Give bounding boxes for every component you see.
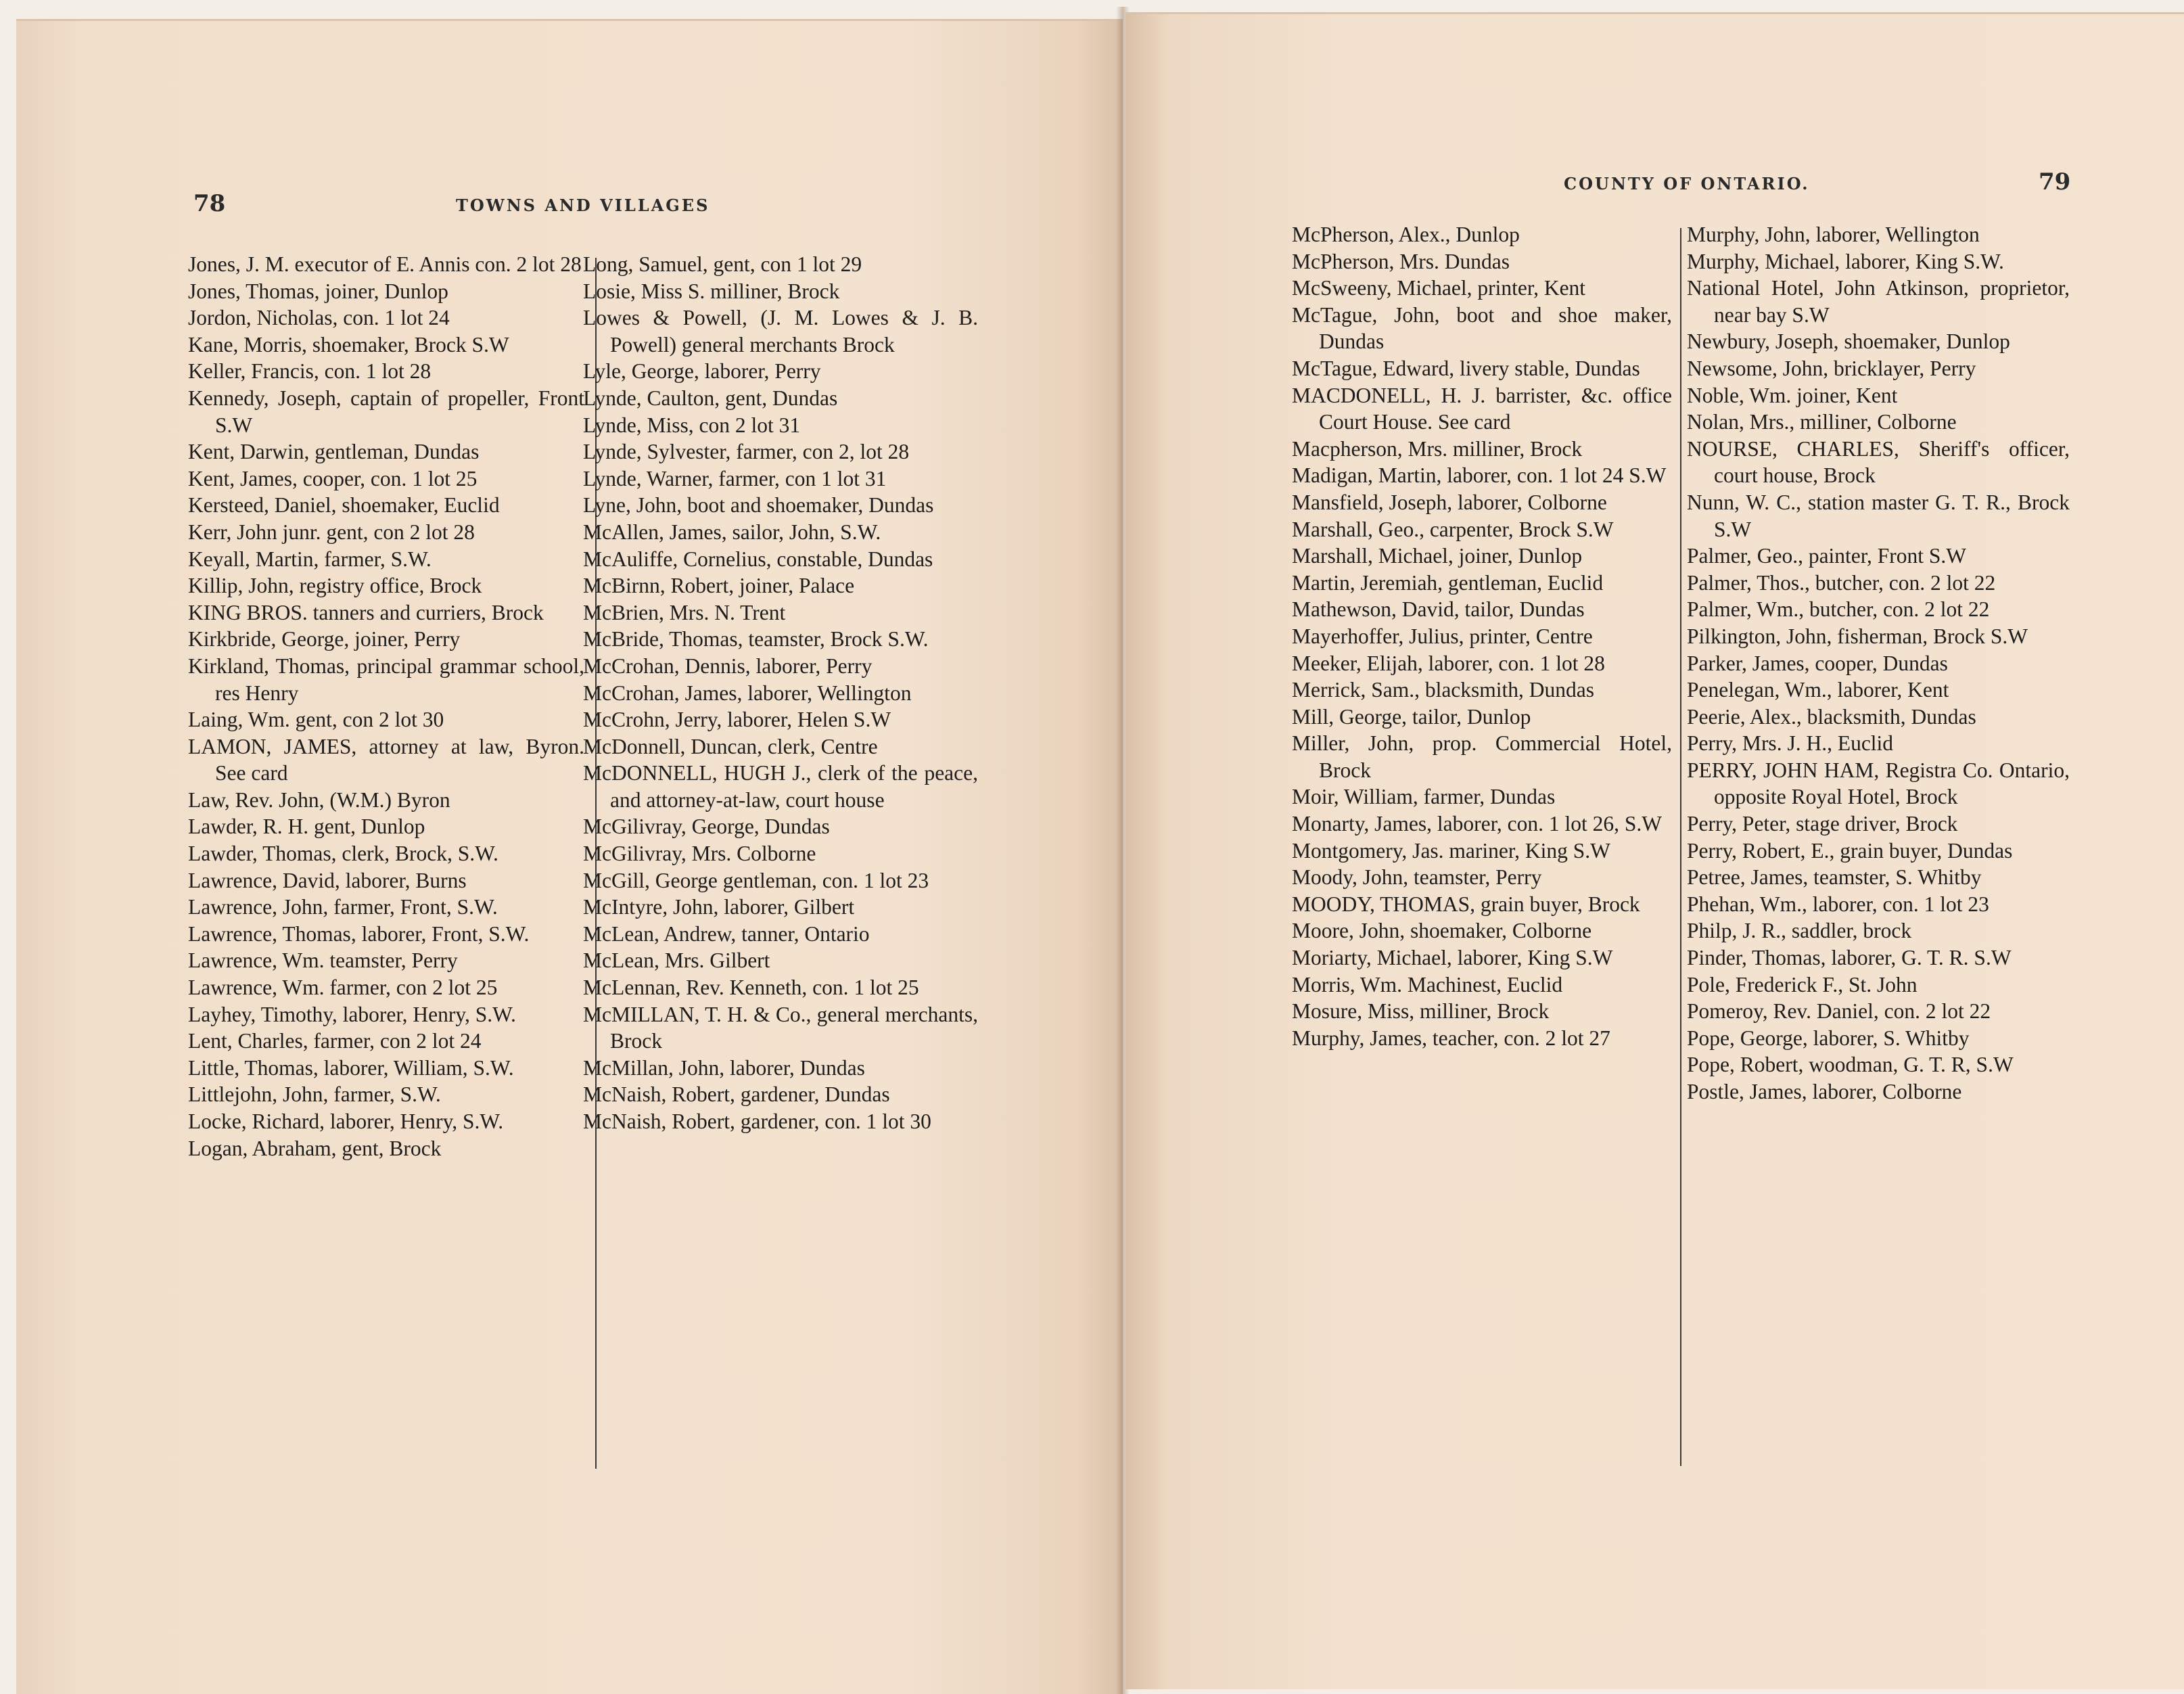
directory-entry: Newbury, Joseph, shoemaker, Dunlop [1687, 329, 2010, 354]
directory-entry: Marshall, Geo., carpenter, Brock S.W [1292, 517, 1614, 541]
directory-entry: McCrohan, Dennis, laborer, Perry [583, 654, 873, 678]
directory-entry: Locke, Richard, laborer, Henry, S.W. [188, 1109, 504, 1133]
directory-entry: McBirnn, Robert, joiner, Palace [583, 574, 855, 598]
directory-entry: Palmer, Wm., butcher, con. 2 lot 22 [1687, 597, 1990, 622]
directory-entry: Murphy, John, laborer, Wellington [1687, 223, 1980, 246]
directory-entry: Moody, John, teamster, Perry [1292, 865, 1542, 890]
directory-entry: Lent, Charles, farmer, con 2 lot 24 [188, 1029, 482, 1053]
directory-entry: Lawrence, David, laborer, Burns [188, 868, 467, 892]
directory-entry: Kane, Morris, shoemaker, Brock S.W [188, 332, 509, 357]
running-head-left: TOWNS AND VILLAGES [456, 196, 710, 215]
page-number-left: 78 [193, 190, 226, 217]
directory-entry: Morris, Wm. Machinest, Euclid [1292, 972, 1563, 997]
directory-entry: Macpherson, Mrs. milliner, Brock [1292, 436, 1583, 461]
directory-entry: McGilivray, Mrs. Colborne [583, 842, 816, 866]
directory-entry: Murphy, Michael, laborer, King S.W. [1687, 249, 2004, 273]
directory-entry: Lawrence, John, farmer, Front, S.W. [188, 895, 498, 919]
directory-entry: Jordon, Nicholas, con. 1 lot 24 [188, 306, 450, 330]
column-rule-right [1680, 228, 1681, 1466]
directory-entry: Peerie, Alex., blacksmith, Dundas [1687, 704, 1976, 729]
directory-entry: Petree, James, teamster, S. Whitby [1687, 865, 1982, 890]
directory-entry: Keyall, Martin, farmer, S.W. [188, 547, 432, 571]
directory-entry: Kent, Darwin, gentleman, Dundas [188, 440, 480, 464]
directory-entry: McAuliffe, Cornelius, constable, Dundas [583, 547, 933, 571]
directory-entry: Mansfield, Joseph, laborer, Colborne [1292, 490, 1607, 514]
running-head-right: COUNTY OF ONTARIO. [1564, 174, 1810, 193]
directory-entry: MACDONELL, H. J. barrister, &c. office Court House. See card [1292, 383, 1672, 434]
directory-entry: Kirkland, Thomas, principal grammar school, res Henry [188, 654, 584, 705]
directory-entry: Palmer, Geo., painter, Front S.W [1687, 544, 1967, 568]
directory-entry: Kent, James, cooper, con. 1 lot 25 [188, 466, 478, 490]
directory-entry: McCrohan, James, laborer, Wellington [583, 681, 912, 705]
directory-entry: McCrohn, Jerry, laborer, Helen S.W [583, 708, 891, 732]
directory-entry: Madigan, Martin, laborer, con. 1 lot 24 S.W [1292, 463, 1667, 488]
directory-entry: Lawder, R. H. gent, Dunlop [188, 815, 425, 839]
directory-entry: Pinder, Thomas, laborer, G. T. R. S.W [1687, 946, 2012, 970]
directory-entry: Newsome, John, bricklayer, Perry [1687, 356, 1976, 380]
directory-entry: McNaish, Robert, gardener, con. 1 lot 30 [583, 1109, 931, 1133]
directory-entry: Moir, William, farmer, Dundas [1292, 785, 1556, 809]
directory-entry: Mayerhoffer, Julius, printer, Centre [1292, 624, 1593, 648]
directory-entry: Little, Thomas, laborer, William, S.W. [188, 1055, 514, 1080]
directory-entry: Losie, Miss S. milliner, Brock [583, 279, 840, 303]
directory-entry: Penelegan, Wm., laborer, Kent [1687, 678, 1949, 702]
directory-entry: Logan, Abraham, gent, Brock [188, 1136, 442, 1160]
directory-entry: McTague, John, boot and shoe maker, Dundas [1292, 302, 1672, 354]
directory-entry: Pope, Robert, woodman, G. T. R, S.W [1687, 1053, 2014, 1077]
directory-entry: Long, Samuel, gent, con 1 lot 29 [583, 252, 862, 276]
directory-entry: Lynde, Warner, farmer, con 1 lot 31 [583, 466, 887, 490]
directory-entry: Jones, J. M. executor of E. Annis con. 2 lot 28 [188, 252, 582, 276]
directory-entry: Marshall, Michael, joiner, Dunlop [1292, 544, 1583, 568]
directory-entry: McGill, George gentleman, con. 1 lot 23 [583, 868, 929, 892]
directory-entry: Monarty, James, laborer, con. 1 lot 26, S.W [1292, 812, 1662, 836]
directory-entry: Pilkington, John, fisherman, Brock S.W [1687, 624, 2028, 648]
directory-entry: Lyne, John, boot and shoemaker, Dundas [583, 493, 934, 518]
directory-entry: Lawrence, Thomas, laborer, Front, S.W. [188, 921, 530, 946]
right-column-2 [1687, 221, 2070, 1105]
directory-entry: McDONNELL, HUGH J., clerk of the peace, and attorney-at-law, court house [583, 761, 978, 812]
directory-entry: Phehan, Wm., laborer, con. 1 lot 23 [1687, 892, 1989, 916]
directory-entry: Kersteed, Daniel, shoemaker, Euclid [188, 493, 500, 518]
directory-entry: Lawrence, Wm. farmer, con 2 lot 25 [188, 976, 498, 1000]
directory-entry: McDonnell, Duncan, clerk, Centre [583, 734, 878, 758]
directory-entry: Pole, Frederick F., St. John [1687, 972, 1918, 997]
directory-entry: Palmer, Thos., butcher, con. 2 lot 22 [1687, 570, 1996, 595]
directory-entry: McBrien, Mrs. N. Trent [583, 600, 786, 624]
left-column-1 [188, 251, 584, 1162]
directory-entry: McPherson, Alex., Dunlop [1292, 223, 1520, 246]
directory-entry: Montgomery, Jas. mariner, King S.W [1292, 838, 1610, 863]
right-page [1125, 12, 2184, 1689]
right-column-1 [1292, 221, 1672, 1051]
directory-entry: Kennedy, Joseph, captain of propeller, Front S.W [188, 386, 584, 437]
directory-entry: Mathewson, David, tailor, Dundas [1292, 597, 1585, 622]
directory-entry: Layhey, Timothy, laborer, Henry, S.W. [188, 1002, 516, 1026]
directory-entry: McPherson, Mrs. Dundas [1292, 249, 1510, 273]
directory-entry: Lawrence, Wm. teamster, Perry [188, 948, 458, 973]
directory-entry: Nolan, Mrs., milliner, Colborne [1687, 410, 1957, 434]
directory-entry: McTague, Edward, livery stable, Dundas [1292, 356, 1640, 380]
directory-entry: McBride, Thomas, teamster, Brock S.W. [583, 627, 929, 651]
directory-entry: Kerr, John junr. gent, con 2 lot 28 [188, 520, 475, 544]
directory-entry: Laing, Wm. gent, con 2 lot 30 [188, 708, 444, 732]
directory-entry: McMILLAN, T. H. & Co., general merchants, Brock [583, 1002, 978, 1053]
directory-entry: Meeker, Elijah, laborer, con. 1 lot 28 [1292, 651, 1605, 675]
directory-entry: Mosure, Miss, milliner, Brock [1292, 999, 1550, 1024]
directory-entry: McGilivray, George, Dundas [583, 815, 830, 839]
directory-entry: Lynde, Caulton, gent, Dundas [583, 386, 838, 410]
directory-entry: Perry, Peter, stage driver, Brock [1687, 812, 1958, 836]
directory-entry: McAllen, James, sailor, John, S.W. [583, 520, 881, 544]
directory-entry: Jones, Thomas, joiner, Dunlop [188, 279, 448, 303]
directory-entry: Moriarty, Michael, laborer, King S.W [1292, 946, 1613, 970]
left-column-2 [583, 251, 978, 1135]
directory-entry: LAMON, JAMES, attorney at law, Byron. See card [188, 734, 584, 785]
directory-entry: Kirkbride, George, joiner, Perry [188, 627, 461, 651]
directory-entry: Pomeroy, Rev. Daniel, con. 2 lot 22 [1687, 999, 1991, 1024]
directory-entry: Killip, John, registry office, Brock [188, 574, 482, 598]
directory-entry: McIntyre, John, laborer, Gilbert [583, 895, 855, 919]
directory-entry: Perry, Robert, E., grain buyer, Dundas [1687, 838, 2013, 863]
directory-entry: Mill, George, tailor, Dunlop [1292, 704, 1531, 729]
directory-entry: Parker, James, cooper, Dundas [1687, 651, 1948, 675]
directory-entry: Noble, Wm. joiner, Kent [1687, 383, 1898, 407]
directory-entry: KING BROS. tanners and curriers, Brock [188, 600, 544, 624]
page-number-right: 79 [2039, 168, 2071, 196]
directory-entry: Moore, John, shoemaker, Colborne [1292, 919, 1592, 943]
directory-entry: Merrick, Sam., blacksmith, Dundas [1292, 678, 1595, 702]
directory-entry: Keller, Francis, con. 1 lot 28 [188, 359, 432, 384]
directory-entry: Philp, J. R., saddler, brock [1687, 919, 1912, 943]
directory-entry: Murphy, James, teacher, con. 2 lot 27 [1292, 1026, 1610, 1050]
directory-entry: Miller, John, prop. Commercial Hotel, Brock [1292, 731, 1672, 782]
directory-entry: Lynde, Sylvester, farmer, con 2, lot 28 [583, 440, 910, 464]
directory-entry: Martin, Jeremiah, gentleman, Euclid [1292, 570, 1604, 595]
directory-entry: MOODY, THOMAS, grain buyer, Brock [1292, 892, 1640, 916]
directory-entry: Lynde, Miss, con 2 lot 31 [583, 413, 801, 437]
left-page [16, 19, 1123, 1694]
directory-entry: National Hotel, John Atkinson, proprietor, near bay S.W [1687, 276, 2070, 327]
directory-entry: Lawder, Thomas, clerk, Brock, S.W. [188, 842, 498, 866]
directory-entry: McMillan, John, laborer, Dundas [583, 1055, 865, 1080]
directory-entry: PERRY, JOHN HAM, Registra Co. Ontario, opposite Royal Hotel, Brock [1687, 758, 2070, 809]
directory-entry: Pope, George, laborer, S. Whitby [1687, 1026, 1970, 1050]
directory-entry: McLean, Mrs. Gilbert [583, 948, 770, 973]
directory-entry: McSweeny, Michael, printer, Kent [1292, 276, 1586, 300]
directory-entry: Law, Rev. John, (W.M.) Byron [188, 787, 450, 812]
directory-entry: Lowes & Powell, (J. M. Lowes & J. B. Powell) general merchants Brock [583, 306, 978, 357]
directory-entry: Littlejohn, John, farmer, S.W. [188, 1082, 441, 1107]
directory-entry: Perry, Mrs. J. H., Euclid [1687, 731, 1894, 756]
directory-entry: Lyle, George, laborer, Perry [583, 359, 821, 384]
directory-entry: Nunn, W. C., station master G. T. R., Brock S.W [1687, 490, 2070, 541]
directory-entry: Postle, James, laborer, Colborne [1687, 1080, 1962, 1103]
directory-entry: NOURSE, CHARLES, Sheriff's officer, court house, Brock [1687, 436, 2070, 488]
directory-entry: McNaish, Robert, gardener, Dundas [583, 1082, 890, 1107]
directory-entry: McLennan, Rev. Kenneth, con. 1 lot 25 [583, 976, 919, 1000]
directory-entry: McLean, Andrew, tanner, Ontario [583, 921, 870, 946]
